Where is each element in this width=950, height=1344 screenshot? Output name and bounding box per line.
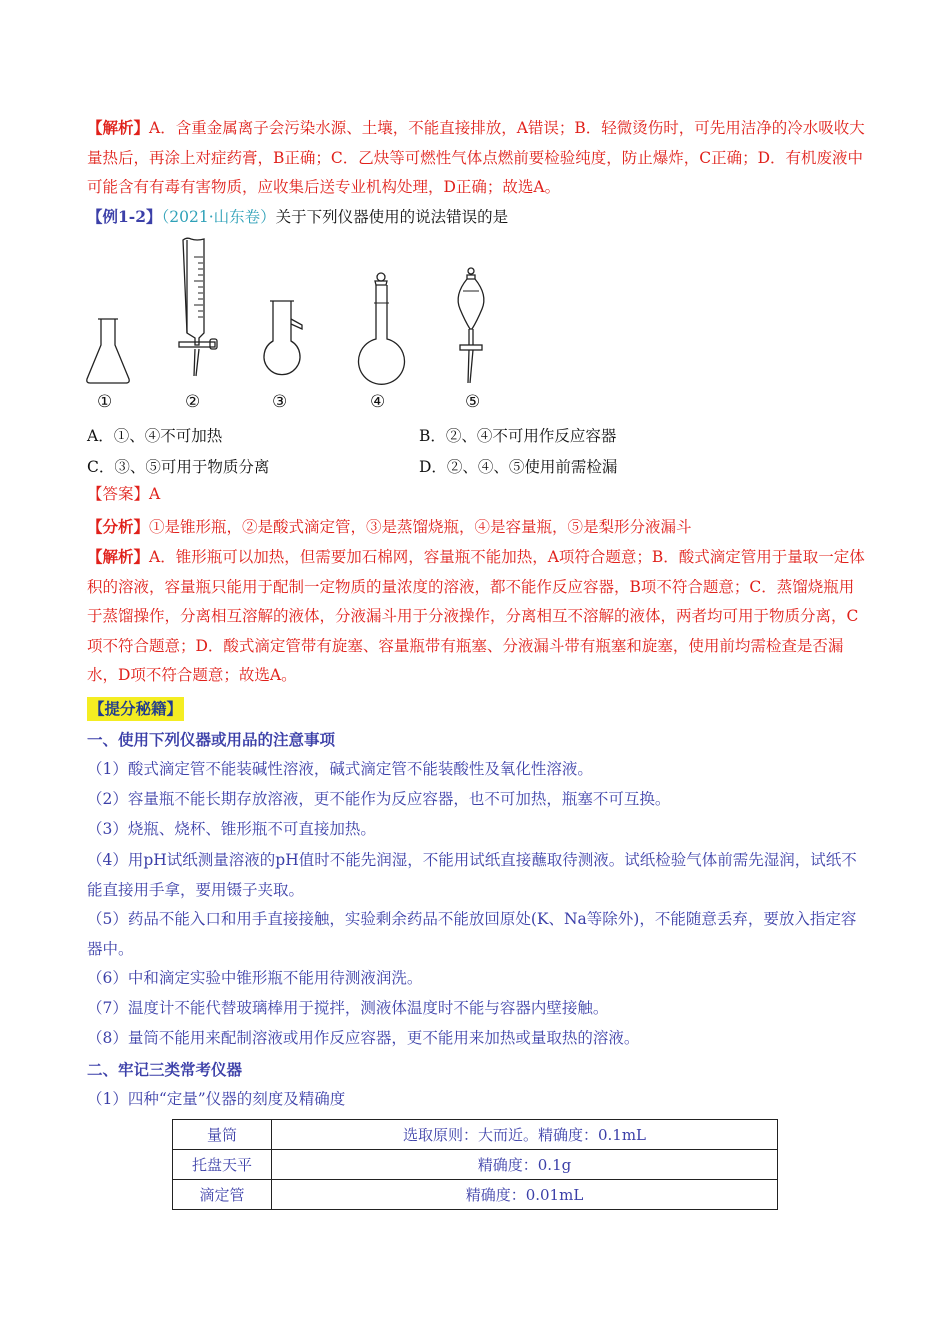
table-row bbox=[173, 1120, 778, 1150]
table-cell-name: 托盘天平 bbox=[173, 1150, 272, 1180]
table-row bbox=[173, 1150, 778, 1180]
tip-item-5: （5）药品不能入口和用手直接接触，实验剩余药品不能放回原处(K、Na等除外)，不能随意丢弃，要放入指定容器中。 bbox=[87, 910, 857, 958]
table-cell-desc: 选取原则：大而近。精确度：0.1mL bbox=[272, 1120, 778, 1150]
fenxi-line bbox=[87, 512, 692, 543]
table-cell-desc: 精确度：0.01mL bbox=[272, 1180, 778, 1210]
fenxi-tag: 【分析】 bbox=[87, 517, 150, 536]
apparatus-figure bbox=[80, 233, 520, 421]
tip-item-7: （7）温度计不能代替玻璃棒用于搅拌，测液体温度时不能与容器内壁接触。 bbox=[87, 999, 609, 1017]
jiexi-paragraph bbox=[87, 542, 867, 691]
jiexi-text: A．锥形瓶可以加热，但需要加石棉网，容量瓶不能加热，A项符合题意；B．酸式滴定管用于量取一定体积的溶液，容量瓶只能用于配制一定物质的量浓度的溶液，都不能作反应容器，B项不符合题意；C．蒸馏烧瓶用于蒸馏操作，分离相互溶解的液体，分液漏斗用于分液操作，分离相互不溶解的液体，两者均可用于物质分离，C项不符合题意；D．酸式滴定管带有旋塞、容量瓶带有瓶塞、分液漏斗带有瓶塞和旋塞，使用前均需检查是否漏水，D项不符合题意；故选A。 bbox=[87, 548, 865, 684]
analysis-tag: 【解析】 bbox=[87, 118, 150, 137]
option-d[interactable]: D．②、④、⑤使用前需检漏 bbox=[419, 458, 618, 476]
example-question: 关于下列仪器使用的说法错误的是 bbox=[275, 208, 509, 226]
table-cell-name: 滴定管 bbox=[173, 1180, 272, 1210]
instrument-table bbox=[172, 1119, 778, 1210]
tip-item-3: （3）烧瓶、烧杯、锥形瓶不可直接加热。 bbox=[87, 820, 376, 838]
section1-heading: 一、使用下列仪器或用品的注意事项 bbox=[87, 730, 336, 749]
tip-item-1: （1）酸式滴定管不能装碱性溶液，碱式滴定管不能装酸性及氧化性溶液。 bbox=[87, 760, 593, 778]
figure-label-3: ③ bbox=[272, 392, 288, 412]
tip-item-4: （4）用pH试纸测量溶液的pH值时不能先润湿，不能用试纸直接蘸取待测液。试纸检验气体前需先湿润，试纸不能直接用手拿，要用镊子夹取。 bbox=[87, 851, 857, 899]
section2-sub: （1）四种“定量”仪器的刻度及精确度 bbox=[87, 1090, 346, 1108]
table-cell-desc: 精确度：0.1g bbox=[272, 1150, 778, 1180]
example-source: （2021·山东卷） bbox=[161, 208, 276, 226]
volumetric-flask-icon bbox=[358, 273, 404, 384]
acid-burette-icon bbox=[179, 238, 217, 376]
table-row bbox=[173, 1180, 778, 1210]
answer: 【答案】A bbox=[87, 485, 161, 503]
figure-label-5: ⑤ bbox=[465, 392, 481, 412]
tips-title: 【提分秘籍】 bbox=[87, 697, 184, 721]
tip-item-6: （6）中和滴定实验中锥形瓶不能用待测液润洗。 bbox=[87, 969, 423, 987]
jiexi-tag: 【解析】 bbox=[87, 547, 150, 566]
prev-analysis bbox=[87, 113, 867, 203]
figure-label-1: ① bbox=[97, 392, 113, 412]
fenxi-text: ①是锥形瓶，②是酸式滴定管，③是蒸馏烧瓶，④是容量瓶，⑤是梨形分液漏斗 bbox=[149, 518, 692, 536]
tip-item-8: （8）量筒不能用来配制溶液或用作反应容器，更不能用来加热或量取热的溶液。 bbox=[87, 1029, 640, 1047]
example-heading bbox=[87, 202, 508, 233]
distillation-flask-icon bbox=[264, 301, 302, 375]
table-cell-name: 量筒 bbox=[173, 1120, 272, 1150]
conical-flask-icon bbox=[87, 319, 129, 383]
option-c[interactable]: C．③、⑤可用于物质分离 bbox=[87, 458, 270, 476]
example-label: 【例1-2】 bbox=[87, 207, 162, 226]
figure-label-2: ② bbox=[185, 392, 201, 412]
analysis-text: A．含重金属离子会污染水源、土壤，不能直接排放，A错误；B．轻微烫伤时，可先用洁净的冷水吸收大量热后，再涂上对症药膏，B正确；C．乙炔等可燃性气体点燃前要检验纯度，防止爆炸，C正确；D．有机废液中可能含有有毒有害物质，应收集后送专业机构处理，D正确；故选A。 bbox=[87, 119, 865, 196]
section2-heading: 二、牢记三类常考仪器 bbox=[87, 1060, 243, 1079]
figure-label-4: ④ bbox=[370, 392, 386, 412]
option-a[interactable]: A．①、④不可加热 bbox=[87, 427, 223, 445]
option-b[interactable]: B．②、④不可用作反应容器 bbox=[419, 427, 617, 445]
separatory-funnel-icon bbox=[458, 268, 484, 383]
tip-item-2: （2）容量瓶不能长期存放溶液，更不能作为反应容器，也不可加热，瓶塞不可互换。 bbox=[87, 790, 671, 808]
